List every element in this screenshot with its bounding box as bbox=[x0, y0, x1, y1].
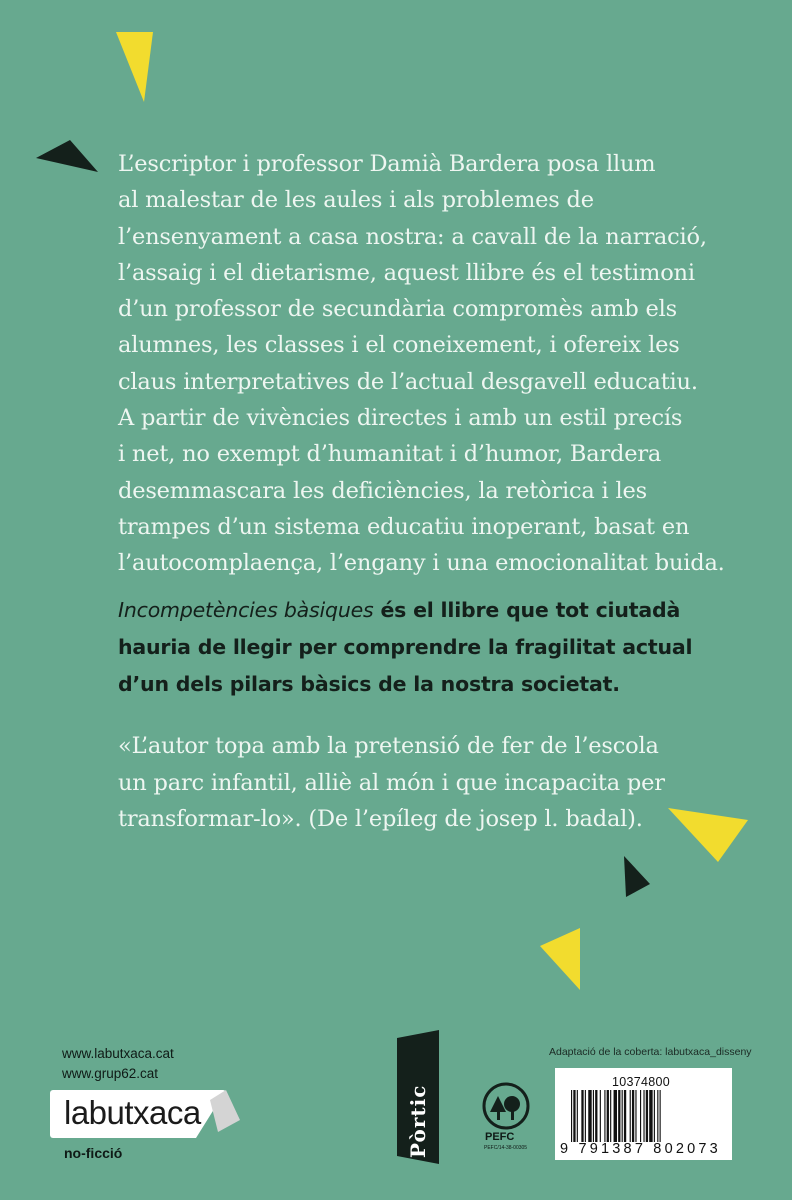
blurb-line: trampes d’un sistema educatiu inoperant, basat en bbox=[118, 513, 690, 540]
portic-logo bbox=[400, 1040, 436, 1162]
pefc-tree-icon bbox=[482, 1082, 530, 1130]
pefc-code: PEFC/14-38-00305 bbox=[484, 1145, 528, 1151]
collection-label: no-ficció bbox=[64, 1145, 123, 1161]
blurb-line: l’ensenyament a casa nostra: a cavall de la narració, bbox=[118, 223, 707, 250]
barcode-number: 9 791387 802073 bbox=[560, 1141, 721, 1157]
portic-logo-text: Pòrtic bbox=[406, 1084, 430, 1158]
yellow-triangle-top bbox=[116, 32, 153, 102]
barcode-bar bbox=[595, 1090, 597, 1142]
quote-text bbox=[118, 728, 738, 838]
book-title: Incompetències bàsiques bbox=[118, 598, 374, 622]
blurb-line: alumnes, les classes i el coneixement, i ofereix les bbox=[118, 332, 680, 359]
barcode-bar bbox=[600, 1090, 601, 1142]
dark-triangle-left bbox=[36, 140, 98, 172]
barcode-bar bbox=[624, 1090, 626, 1142]
highlight-line-1 bbox=[118, 592, 758, 629]
publisher-url-2[interactable]: www.grup62.cat bbox=[62, 1066, 159, 1081]
barcode-bar bbox=[630, 1090, 631, 1142]
quote-line: «L’autor topa amb la pretensió de fer de l’escola bbox=[118, 733, 659, 759]
barcode-bar bbox=[604, 1090, 605, 1142]
yellow-triangle-bottom bbox=[540, 928, 580, 990]
barcode-bar bbox=[607, 1090, 609, 1142]
highlight-line-2: hauria de llegir per comprendre la fragilitat actual bbox=[118, 635, 693, 659]
barcode-bar bbox=[593, 1090, 594, 1142]
blurb-text bbox=[118, 146, 725, 582]
blurb-line: al malestar de les aules i als problemes de bbox=[118, 187, 594, 214]
blurb-line: claus interpretatives de l’actual desgavell educatiu. bbox=[118, 368, 698, 395]
blurb-line: L’escriptor i professor Damià Bardera posa llum bbox=[118, 151, 656, 177]
barcode-bar bbox=[581, 1090, 583, 1142]
barcode-bar bbox=[654, 1090, 655, 1142]
barcode-bar bbox=[657, 1090, 658, 1142]
barcode-bar bbox=[573, 1090, 575, 1142]
highlight-line-1-rest: és el llibre que tot ciutadà bbox=[373, 598, 681, 622]
publisher-url-1[interactable]: www.labutxaca.cat bbox=[62, 1046, 174, 1061]
highlight-line-3: d’un dels pilars bàsics de la nostra societat. bbox=[118, 672, 620, 696]
barcode-bar bbox=[571, 1090, 572, 1142]
barcode-bar bbox=[640, 1090, 641, 1142]
barcode-bar bbox=[643, 1090, 644, 1142]
blurb-line: i net, no exempt d’humanitat i d’humor, Bardera bbox=[118, 441, 662, 468]
quote-line: un parc infantil, alliè al món i que incapacita per bbox=[118, 769, 665, 796]
blurb-line: A partir de vivències directes i amb un estil precís bbox=[118, 405, 683, 432]
barcode-bar bbox=[618, 1090, 620, 1142]
dark-triangle-right bbox=[624, 856, 650, 897]
blurb-line: desemmascara les deficiències, la retòrica i les bbox=[118, 477, 647, 504]
pefc-label: PEFC bbox=[485, 1131, 515, 1143]
barcode-bar bbox=[585, 1090, 586, 1142]
barcode-bar bbox=[632, 1090, 634, 1142]
barcode-bar bbox=[635, 1090, 636, 1142]
blurb-line: l’assaig i el dietarisme, aquest llibre és el testimoni bbox=[118, 259, 695, 286]
barcode-bar bbox=[577, 1090, 578, 1142]
cover-credits: Adaptació de la coberta: labutxaca_disseny bbox=[549, 1046, 752, 1058]
barcode-bar bbox=[646, 1090, 648, 1142]
barcode-bar bbox=[610, 1090, 611, 1142]
barcode-bar bbox=[588, 1090, 591, 1142]
blurb-line: d’un professor de secundària compromès amb els bbox=[118, 296, 677, 323]
barcode-bar bbox=[622, 1090, 623, 1142]
barcode-bar bbox=[614, 1090, 617, 1142]
barcode-bar bbox=[660, 1090, 661, 1142]
highlight-text bbox=[118, 592, 758, 703]
barcode-bar bbox=[649, 1090, 652, 1142]
labutxaca-logo-text: labutxaca bbox=[64, 1094, 201, 1131]
barcode-internal-code: 10374800 bbox=[612, 1075, 671, 1089]
page-curl-icon bbox=[196, 1090, 250, 1138]
blurb-line: l’autocomplaença, l’engany i una emocionalitat buida. bbox=[118, 550, 725, 577]
barcode-bars bbox=[571, 1090, 721, 1142]
quote-line: transformar-lo». (De l’epíleg de josep l. badal). bbox=[118, 806, 643, 832]
